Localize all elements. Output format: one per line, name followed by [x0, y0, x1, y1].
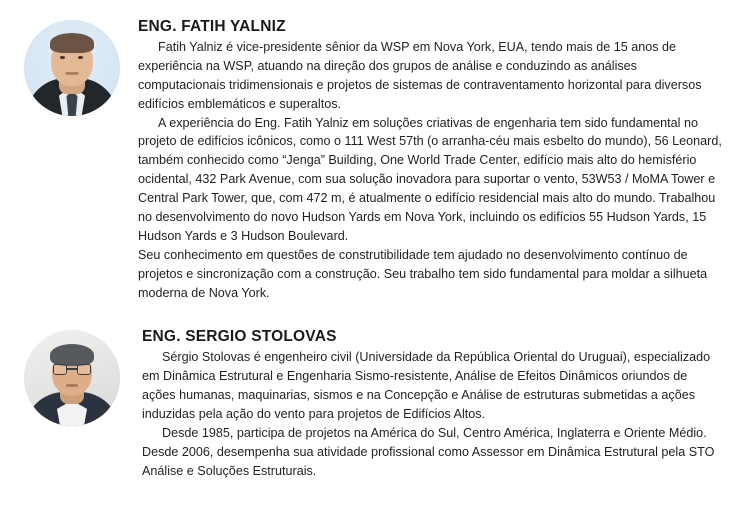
- bio-entry-fatih-yalniz: [24, 16, 724, 302]
- portrait-fatih-yalniz: [24, 20, 120, 116]
- portrait-hair: [50, 33, 94, 53]
- glasses-lens-left: [53, 364, 67, 375]
- portrait-glasses: [53, 364, 91, 375]
- portrait-mouth: [66, 72, 79, 75]
- portrait-eye-right: [78, 56, 83, 59]
- bio-entry-sergio-stolovas: [24, 326, 724, 480]
- bio-name-heading: ENG. FATIH YALNIZ: [138, 18, 286, 35]
- bio-paragraph: Desde 1985, participa de projetos na América do Sul, Centro América, Inglaterra e Oriente Médio.: [162, 426, 707, 441]
- bio-name-heading: ENG. SERGIO STOLOVAS: [142, 328, 337, 346]
- portrait-hair: [50, 344, 94, 366]
- bio-paragraph: Fatih Yalniz é vice-presidente sênior da WSP em Nova York, EUA, tendo mais de 15 anos de experiência na WSP, atuando na direção dos grupos de análise e conduzindo as análises computacionais tridimensionais e projetos de sistemas de contraventamento horizontal para diversos edifícios emblemáticos e superaltos.: [138, 40, 702, 111]
- bio-text-block: [128, 326, 724, 480]
- bio-paragraph: Seu conhecimento em questões de construtibilidade tem ajudado no desenvolvimento contínuo de projetos e sincronização com a construção. Seu trabalho tem sido fundamental para moldar a silhueta moderna de Nova York.: [138, 247, 708, 300]
- portrait-mouth: [66, 384, 78, 387]
- glasses-lens-right: [77, 364, 91, 375]
- bio-paragraph: Sérgio Stolovas é engenheiro civil (Universidade da República Oriental do Uruguai), especializado em Dinâmica Estrutural e Engenharia Sismo-resistente, Análise de Efeitos Dinâmicos oriundos de ações humanas, maquinarias, sismos e na Concepção e Análise de estruturas submetidas a ações induzidas pela ação do vento para projetos de Edifícios Altos.: [142, 350, 711, 422]
- bio-paragraph: A experiência do Eng. Fatih Yalniz em soluções criativas de engenharia tem sido fundamental no projeto de edifícios icônicos, como o 111 West 57th (o arranha-céu mais esbelto do mundo), 56 Leonard, também conhecido como “Jenga” Building, One World Trade Center, edifício mais alto do hemisfério ocidental, 432 Park Avenue, com sua solução inovadora para suportar o vento, 53W53 / MoMA Tower e Central Park Tower, que, com 472 m, é atualmente o edifício residencial mais alto do mundo. Trabalhou no desenvolvimento do novo Hudson Yards em Nova York, incluindo os edifícios 55 Hudson Yards, 15 Hudson Yards e 3 Hudson Boulevard.: [138, 115, 722, 243]
- portrait-wrapper: [24, 16, 128, 116]
- glasses-bridge: [67, 368, 77, 369]
- bio-text-block: [128, 16, 724, 302]
- portrait-wrapper: [24, 326, 128, 426]
- bio-paragraph: Desde 2006, desempenha sua atividade profissional como Assessor em Dinâmica Estrutural pela STO Análise e Soluções Estruturais.: [142, 444, 715, 478]
- portrait-sergio-stolovas: [24, 330, 120, 426]
- portrait-eye-left: [60, 56, 65, 59]
